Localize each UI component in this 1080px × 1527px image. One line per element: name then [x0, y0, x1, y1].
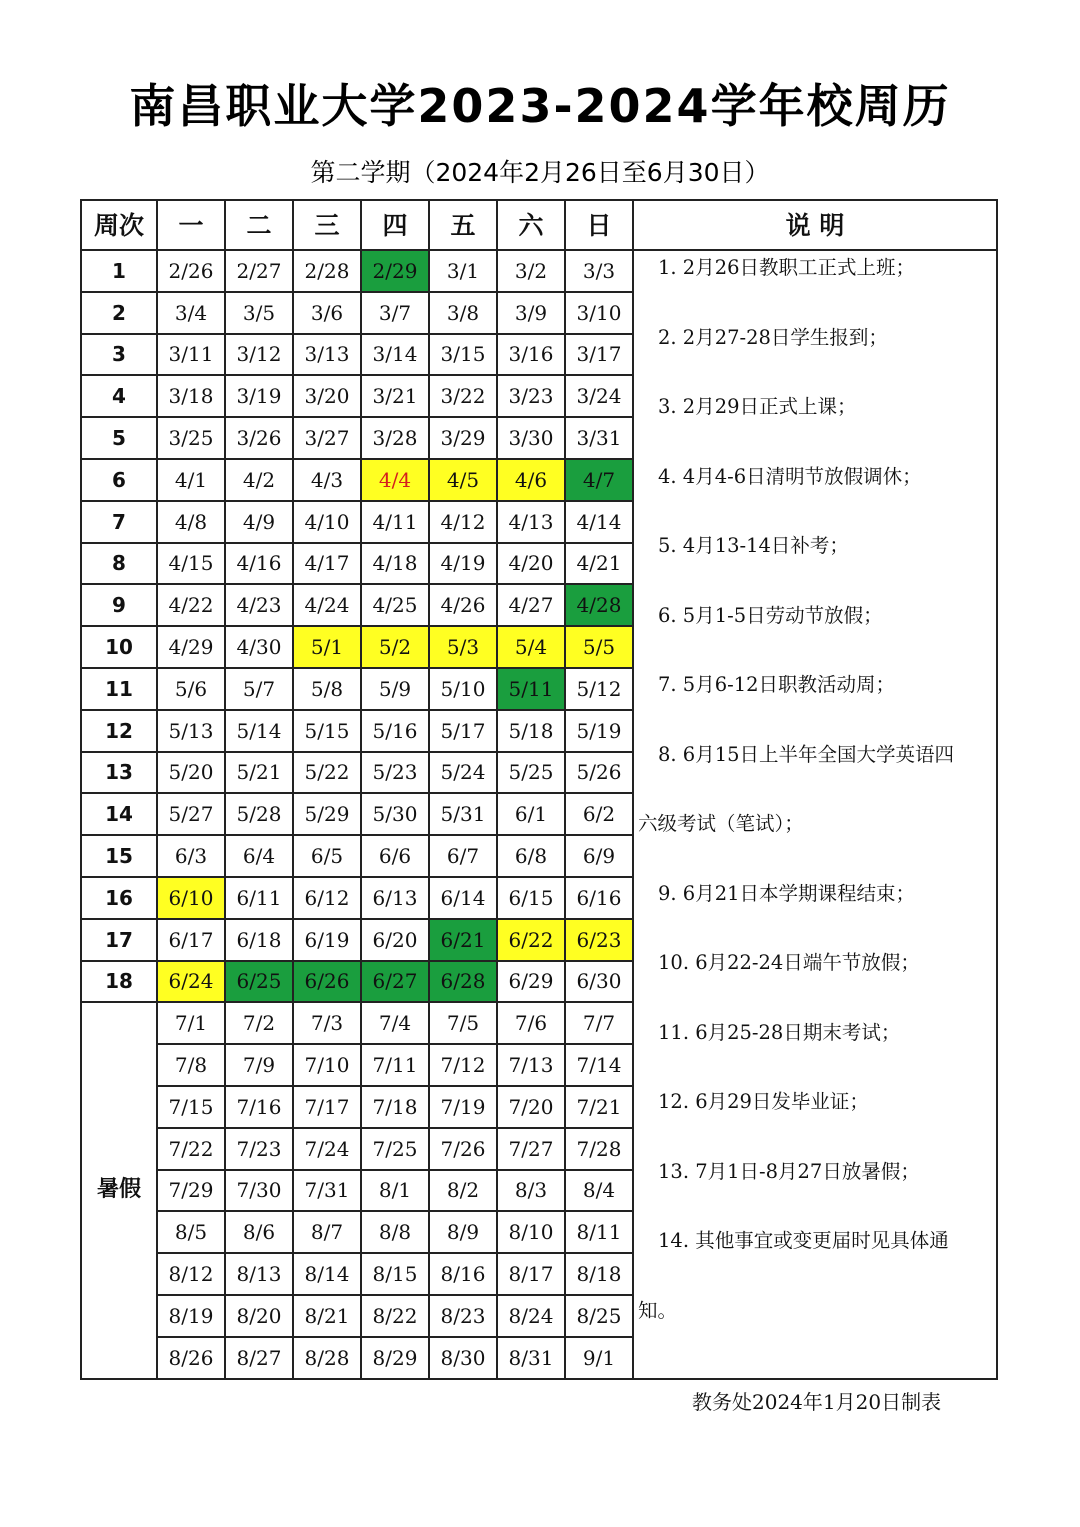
date-cell: 6/30 — [565, 961, 633, 1003]
header-row — [81, 200, 997, 250]
week-number: 9 — [81, 584, 157, 626]
note-item: 7. 5月6-12日职教活动周； — [658, 673, 896, 696]
header-week: 周次 — [81, 200, 157, 250]
date-cell: 6/11 — [225, 877, 293, 919]
date-cell: 2/27 — [225, 250, 293, 292]
date-cell: 9/1 — [565, 1337, 633, 1379]
date-cell: 7/19 — [429, 1086, 497, 1128]
date-cell: 4/2 — [225, 459, 293, 501]
date-cell: 3/16 — [497, 334, 565, 376]
date-cell: 3/18 — [157, 375, 225, 417]
note-item: 8. 6月15日上半年全国大学英语四 — [658, 742, 955, 766]
date-cell: 8/14 — [293, 1253, 361, 1295]
date-cell: 4/11 — [361, 501, 429, 543]
date-cell: 3/22 — [429, 375, 497, 417]
date-cell: 4/21 — [565, 543, 633, 585]
date-cell: 3/21 — [361, 375, 429, 417]
date-cell: 6/1 — [497, 793, 565, 835]
date-cell: 3/23 — [497, 375, 565, 417]
date-cell: 8/19 — [157, 1295, 225, 1337]
week-number: 8 — [81, 543, 157, 585]
date-cell: 6/23 — [565, 919, 633, 961]
date-cell: 6/5 — [293, 835, 361, 877]
date-cell: 6/2 — [565, 793, 633, 835]
date-cell: 3/7 — [361, 292, 429, 334]
date-cell: 2/28 — [293, 250, 361, 292]
date-cell: 5/20 — [157, 752, 225, 794]
date-cell: 3/27 — [293, 417, 361, 459]
note-item: 10. 6月22-24日端午节放假； — [658, 951, 920, 974]
date-cell: 3/12 — [225, 334, 293, 376]
date-cell: 3/9 — [497, 292, 565, 334]
date-cell: 7/8 — [157, 1044, 225, 1086]
date-cell: 4/22 — [157, 584, 225, 626]
date-cell: 8/30 — [429, 1337, 497, 1379]
date-cell: 4/12 — [429, 501, 497, 543]
week-number: 14 — [81, 793, 157, 835]
note-item: 13. 7月1日-8月27日放暑假； — [658, 1159, 920, 1183]
note-item: 14. 其他事宜或变更届时见具体通 — [658, 1229, 949, 1252]
date-cell: 5/23 — [361, 752, 429, 794]
date-cell: 5/4 — [497, 626, 565, 668]
date-cell: 3/17 — [565, 334, 633, 376]
note-item: 5. 4月13-14日补考； — [658, 534, 849, 557]
date-cell: 7/23 — [225, 1128, 293, 1170]
date-cell: 6/15 — [497, 877, 565, 919]
week-number: 5 — [81, 417, 157, 459]
header-day: 四 — [361, 200, 429, 250]
date-cell: 8/26 — [157, 1337, 225, 1379]
date-cell: 6/29 — [497, 961, 565, 1003]
date-cell: 5/8 — [293, 668, 361, 710]
week-number: 7 — [81, 501, 157, 543]
date-cell: 6/16 — [565, 877, 633, 919]
date-cell: 7/13 — [497, 1044, 565, 1086]
date-cell: 4/30 — [225, 626, 293, 668]
week-number: 1 — [81, 250, 157, 292]
note-item: 六级考试（笔试）； — [638, 812, 804, 835]
note-item: 11. 6月25-28日期末考试； — [658, 1020, 901, 1044]
date-cell: 8/10 — [497, 1211, 565, 1253]
date-cell: 3/4 — [157, 292, 225, 334]
date-cell: 6/3 — [157, 835, 225, 877]
header-day: 日 — [565, 200, 633, 250]
note-item: 12. 6月29日发毕业证； — [658, 1090, 869, 1113]
date-cell: 8/6 — [225, 1211, 293, 1253]
date-cell: 5/26 — [565, 752, 633, 794]
date-cell: 5/14 — [225, 710, 293, 752]
date-cell: 7/24 — [293, 1128, 361, 1170]
week-number: 18 — [81, 961, 157, 1003]
date-cell: 5/10 — [429, 668, 497, 710]
date-cell: 8/5 — [157, 1211, 225, 1253]
date-cell: 3/15 — [429, 334, 497, 376]
date-cell: 3/25 — [157, 417, 225, 459]
date-cell: 6/7 — [429, 835, 497, 877]
date-cell: 7/31 — [293, 1170, 361, 1212]
date-cell: 2/26 — [157, 250, 225, 292]
date-cell: 5/2 — [361, 626, 429, 668]
date-cell: 5/3 — [429, 626, 497, 668]
note-item: 知。 — [638, 1298, 678, 1322]
date-cell: 8/25 — [565, 1295, 633, 1337]
date-cell: 8/7 — [293, 1211, 361, 1253]
date-cell: 3/13 — [293, 334, 361, 376]
date-cell: 8/23 — [429, 1295, 497, 1337]
date-cell: 3/19 — [225, 375, 293, 417]
header-day: 一 — [157, 200, 225, 250]
notes-list — [634, 251, 996, 1363]
date-cell: 6/26 — [293, 961, 361, 1003]
date-cell: 3/2 — [497, 250, 565, 292]
date-cell: 5/29 — [293, 793, 361, 835]
week-number: 3 — [81, 334, 157, 376]
date-cell: 5/6 — [157, 668, 225, 710]
date-cell: 8/4 — [565, 1170, 633, 1212]
date-cell: 4/25 — [361, 584, 429, 626]
date-cell: 6/8 — [497, 835, 565, 877]
date-cell: 3/14 — [361, 334, 429, 376]
date-cell: 7/30 — [225, 1170, 293, 1212]
date-cell: 4/26 — [429, 584, 497, 626]
date-cell: 4/17 — [293, 543, 361, 585]
date-cell: 6/20 — [361, 919, 429, 961]
date-cell: 8/24 — [497, 1295, 565, 1337]
date-cell: 7/5 — [429, 1002, 497, 1044]
date-cell: 8/8 — [361, 1211, 429, 1253]
date-cell: 4/14 — [565, 501, 633, 543]
date-cell: 6/4 — [225, 835, 293, 877]
date-cell: 5/24 — [429, 752, 497, 794]
date-cell: 6/25 — [225, 961, 293, 1003]
date-cell: 5/31 — [429, 793, 497, 835]
notes-panel — [633, 250, 997, 1379]
date-cell: 3/29 — [429, 417, 497, 459]
date-cell: 8/22 — [361, 1295, 429, 1337]
date-cell: 7/26 — [429, 1128, 497, 1170]
date-cell: 7/27 — [497, 1128, 565, 1170]
date-cell: 7/25 — [361, 1128, 429, 1170]
date-cell: 4/8 — [157, 501, 225, 543]
date-cell: 5/1 — [293, 626, 361, 668]
header-day: 五 — [429, 200, 497, 250]
date-cell: 7/9 — [225, 1044, 293, 1086]
date-cell: 3/6 — [293, 292, 361, 334]
date-cell: 4/18 — [361, 543, 429, 585]
week-number: 15 — [81, 835, 157, 877]
date-cell: 8/2 — [429, 1170, 497, 1212]
date-cell: 6/22 — [497, 919, 565, 961]
note-item: 4. 4月4-6日清明节放假调休； — [658, 464, 922, 488]
date-cell: 5/25 — [497, 752, 565, 794]
date-cell: 7/1 — [157, 1002, 225, 1044]
date-cell: 7/14 — [565, 1044, 633, 1086]
date-cell: 4/20 — [497, 543, 565, 585]
note-item: 9. 6月21日本学期课程结束； — [658, 881, 916, 905]
date-cell: 4/7 — [565, 459, 633, 501]
date-cell: 5/5 — [565, 626, 633, 668]
date-cell: 4/16 — [225, 543, 293, 585]
date-cell: 3/24 — [565, 375, 633, 417]
date-cell: 4/3 — [293, 459, 361, 501]
date-cell: 5/27 — [157, 793, 225, 835]
week-number: 2 — [81, 292, 157, 334]
header-day: 二 — [225, 200, 293, 250]
note-item: 2. 2月27-28日学生报到； — [658, 325, 888, 349]
date-cell: 4/1 — [157, 459, 225, 501]
date-cell: 5/9 — [361, 668, 429, 710]
week-number: 4 — [81, 375, 157, 417]
week-number: 6 — [81, 459, 157, 501]
date-cell: 8/13 — [225, 1253, 293, 1295]
calendar-table — [80, 199, 998, 1380]
date-cell: 6/17 — [157, 919, 225, 961]
date-cell: 8/12 — [157, 1253, 225, 1295]
date-cell: 8/16 — [429, 1253, 497, 1295]
date-cell: 8/9 — [429, 1211, 497, 1253]
date-cell: 5/12 — [565, 668, 633, 710]
week-number: 12 — [81, 710, 157, 752]
date-cell: 7/29 — [157, 1170, 225, 1212]
date-cell: 3/28 — [361, 417, 429, 459]
date-cell: 7/18 — [361, 1086, 429, 1128]
footer-note: 教务处2024年1月20日制表 — [692, 1390, 942, 1414]
date-cell: 7/2 — [225, 1002, 293, 1044]
semester-subtitle: 第二学期（2024年2月26日至6月30日） — [310, 158, 770, 187]
week-number: 10 — [81, 626, 157, 668]
date-cell: 8/11 — [565, 1211, 633, 1253]
header-day: 六 — [497, 200, 565, 250]
date-cell: 5/22 — [293, 752, 361, 794]
date-cell: 7/21 — [565, 1086, 633, 1128]
date-cell: 4/4 — [361, 459, 429, 501]
date-cell: 3/1 — [429, 250, 497, 292]
date-cell: 6/27 — [361, 961, 429, 1003]
date-cell: 7/10 — [293, 1044, 361, 1086]
date-cell: 4/10 — [293, 501, 361, 543]
note-item: 3. 2月29日正式上课； — [658, 395, 857, 418]
date-cell: 5/13 — [157, 710, 225, 752]
date-cell: 6/6 — [361, 835, 429, 877]
date-cell: 7/4 — [361, 1002, 429, 1044]
date-cell: 8/18 — [565, 1253, 633, 1295]
date-cell: 3/31 — [565, 417, 633, 459]
date-cell: 7/7 — [565, 1002, 633, 1044]
date-cell: 4/5 — [429, 459, 497, 501]
date-cell: 6/10 — [157, 877, 225, 919]
date-cell: 7/22 — [157, 1128, 225, 1170]
date-cell: 3/5 — [225, 292, 293, 334]
date-cell: 4/15 — [157, 543, 225, 585]
date-cell: 6/14 — [429, 877, 497, 919]
date-cell: 3/3 — [565, 250, 633, 292]
date-cell: 4/19 — [429, 543, 497, 585]
date-cell: 4/6 — [497, 459, 565, 501]
date-cell: 5/11 — [497, 668, 565, 710]
date-cell: 3/11 — [157, 334, 225, 376]
date-cell: 8/21 — [293, 1295, 361, 1337]
date-cell: 4/23 — [225, 584, 293, 626]
date-cell: 8/1 — [361, 1170, 429, 1212]
date-cell: 7/12 — [429, 1044, 497, 1086]
date-cell: 6/18 — [225, 919, 293, 961]
date-cell: 5/7 — [225, 668, 293, 710]
date-cell: 8/3 — [497, 1170, 565, 1212]
date-cell: 8/27 — [225, 1337, 293, 1379]
date-cell: 6/21 — [429, 919, 497, 961]
date-cell: 5/30 — [361, 793, 429, 835]
date-cell: 8/15 — [361, 1253, 429, 1295]
date-cell: 7/20 — [497, 1086, 565, 1128]
header-notes: 说 明 — [633, 200, 997, 250]
date-cell: 6/12 — [293, 877, 361, 919]
date-cell: 5/16 — [361, 710, 429, 752]
date-cell: 6/19 — [293, 919, 361, 961]
date-cell: 7/28 — [565, 1128, 633, 1170]
date-cell: 8/20 — [225, 1295, 293, 1337]
date-cell: 5/18 — [497, 710, 565, 752]
date-cell: 4/13 — [497, 501, 565, 543]
date-cell: 7/16 — [225, 1086, 293, 1128]
date-cell: 3/8 — [429, 292, 497, 334]
date-cell: 6/13 — [361, 877, 429, 919]
week-number: 13 — [81, 752, 157, 794]
date-cell: 4/28 — [565, 584, 633, 626]
date-cell: 6/24 — [157, 961, 225, 1003]
date-cell: 6/9 — [565, 835, 633, 877]
date-cell: 7/17 — [293, 1086, 361, 1128]
week-number: 11 — [81, 668, 157, 710]
date-cell: 4/24 — [293, 584, 361, 626]
page-title: 南昌职业大学2023-2024学年校周历 — [129, 79, 951, 133]
week-number: 17 — [81, 919, 157, 961]
date-cell: 2/29 — [361, 250, 429, 292]
date-cell: 4/9 — [225, 501, 293, 543]
date-cell: 5/17 — [429, 710, 497, 752]
date-cell: 8/29 — [361, 1337, 429, 1379]
date-cell: 7/3 — [293, 1002, 361, 1044]
date-cell: 8/17 — [497, 1253, 565, 1295]
date-cell: 5/21 — [225, 752, 293, 794]
date-cell: 8/31 — [497, 1337, 565, 1379]
week-number: 16 — [81, 877, 157, 919]
date-cell: 6/28 — [429, 961, 497, 1003]
date-cell: 4/29 — [157, 626, 225, 668]
date-cell: 5/28 — [225, 793, 293, 835]
week-row — [81, 250, 997, 292]
date-cell: 5/19 — [565, 710, 633, 752]
note-item: 1. 2月26日教职工正式上班； — [658, 256, 916, 279]
note-item: 6. 5月1-5日劳动节放假； — [658, 603, 883, 627]
date-cell: 4/27 — [497, 584, 565, 626]
date-cell: 7/15 — [157, 1086, 225, 1128]
date-cell: 3/20 — [293, 375, 361, 417]
date-cell: 8/28 — [293, 1337, 361, 1379]
date-cell: 7/11 — [361, 1044, 429, 1086]
summer-label: 暑假 — [81, 1002, 157, 1378]
date-cell: 3/30 — [497, 417, 565, 459]
date-cell: 3/26 — [225, 417, 293, 459]
date-cell: 3/10 — [565, 292, 633, 334]
date-cell: 5/15 — [293, 710, 361, 752]
header-day: 三 — [293, 200, 361, 250]
date-cell: 7/6 — [497, 1002, 565, 1044]
